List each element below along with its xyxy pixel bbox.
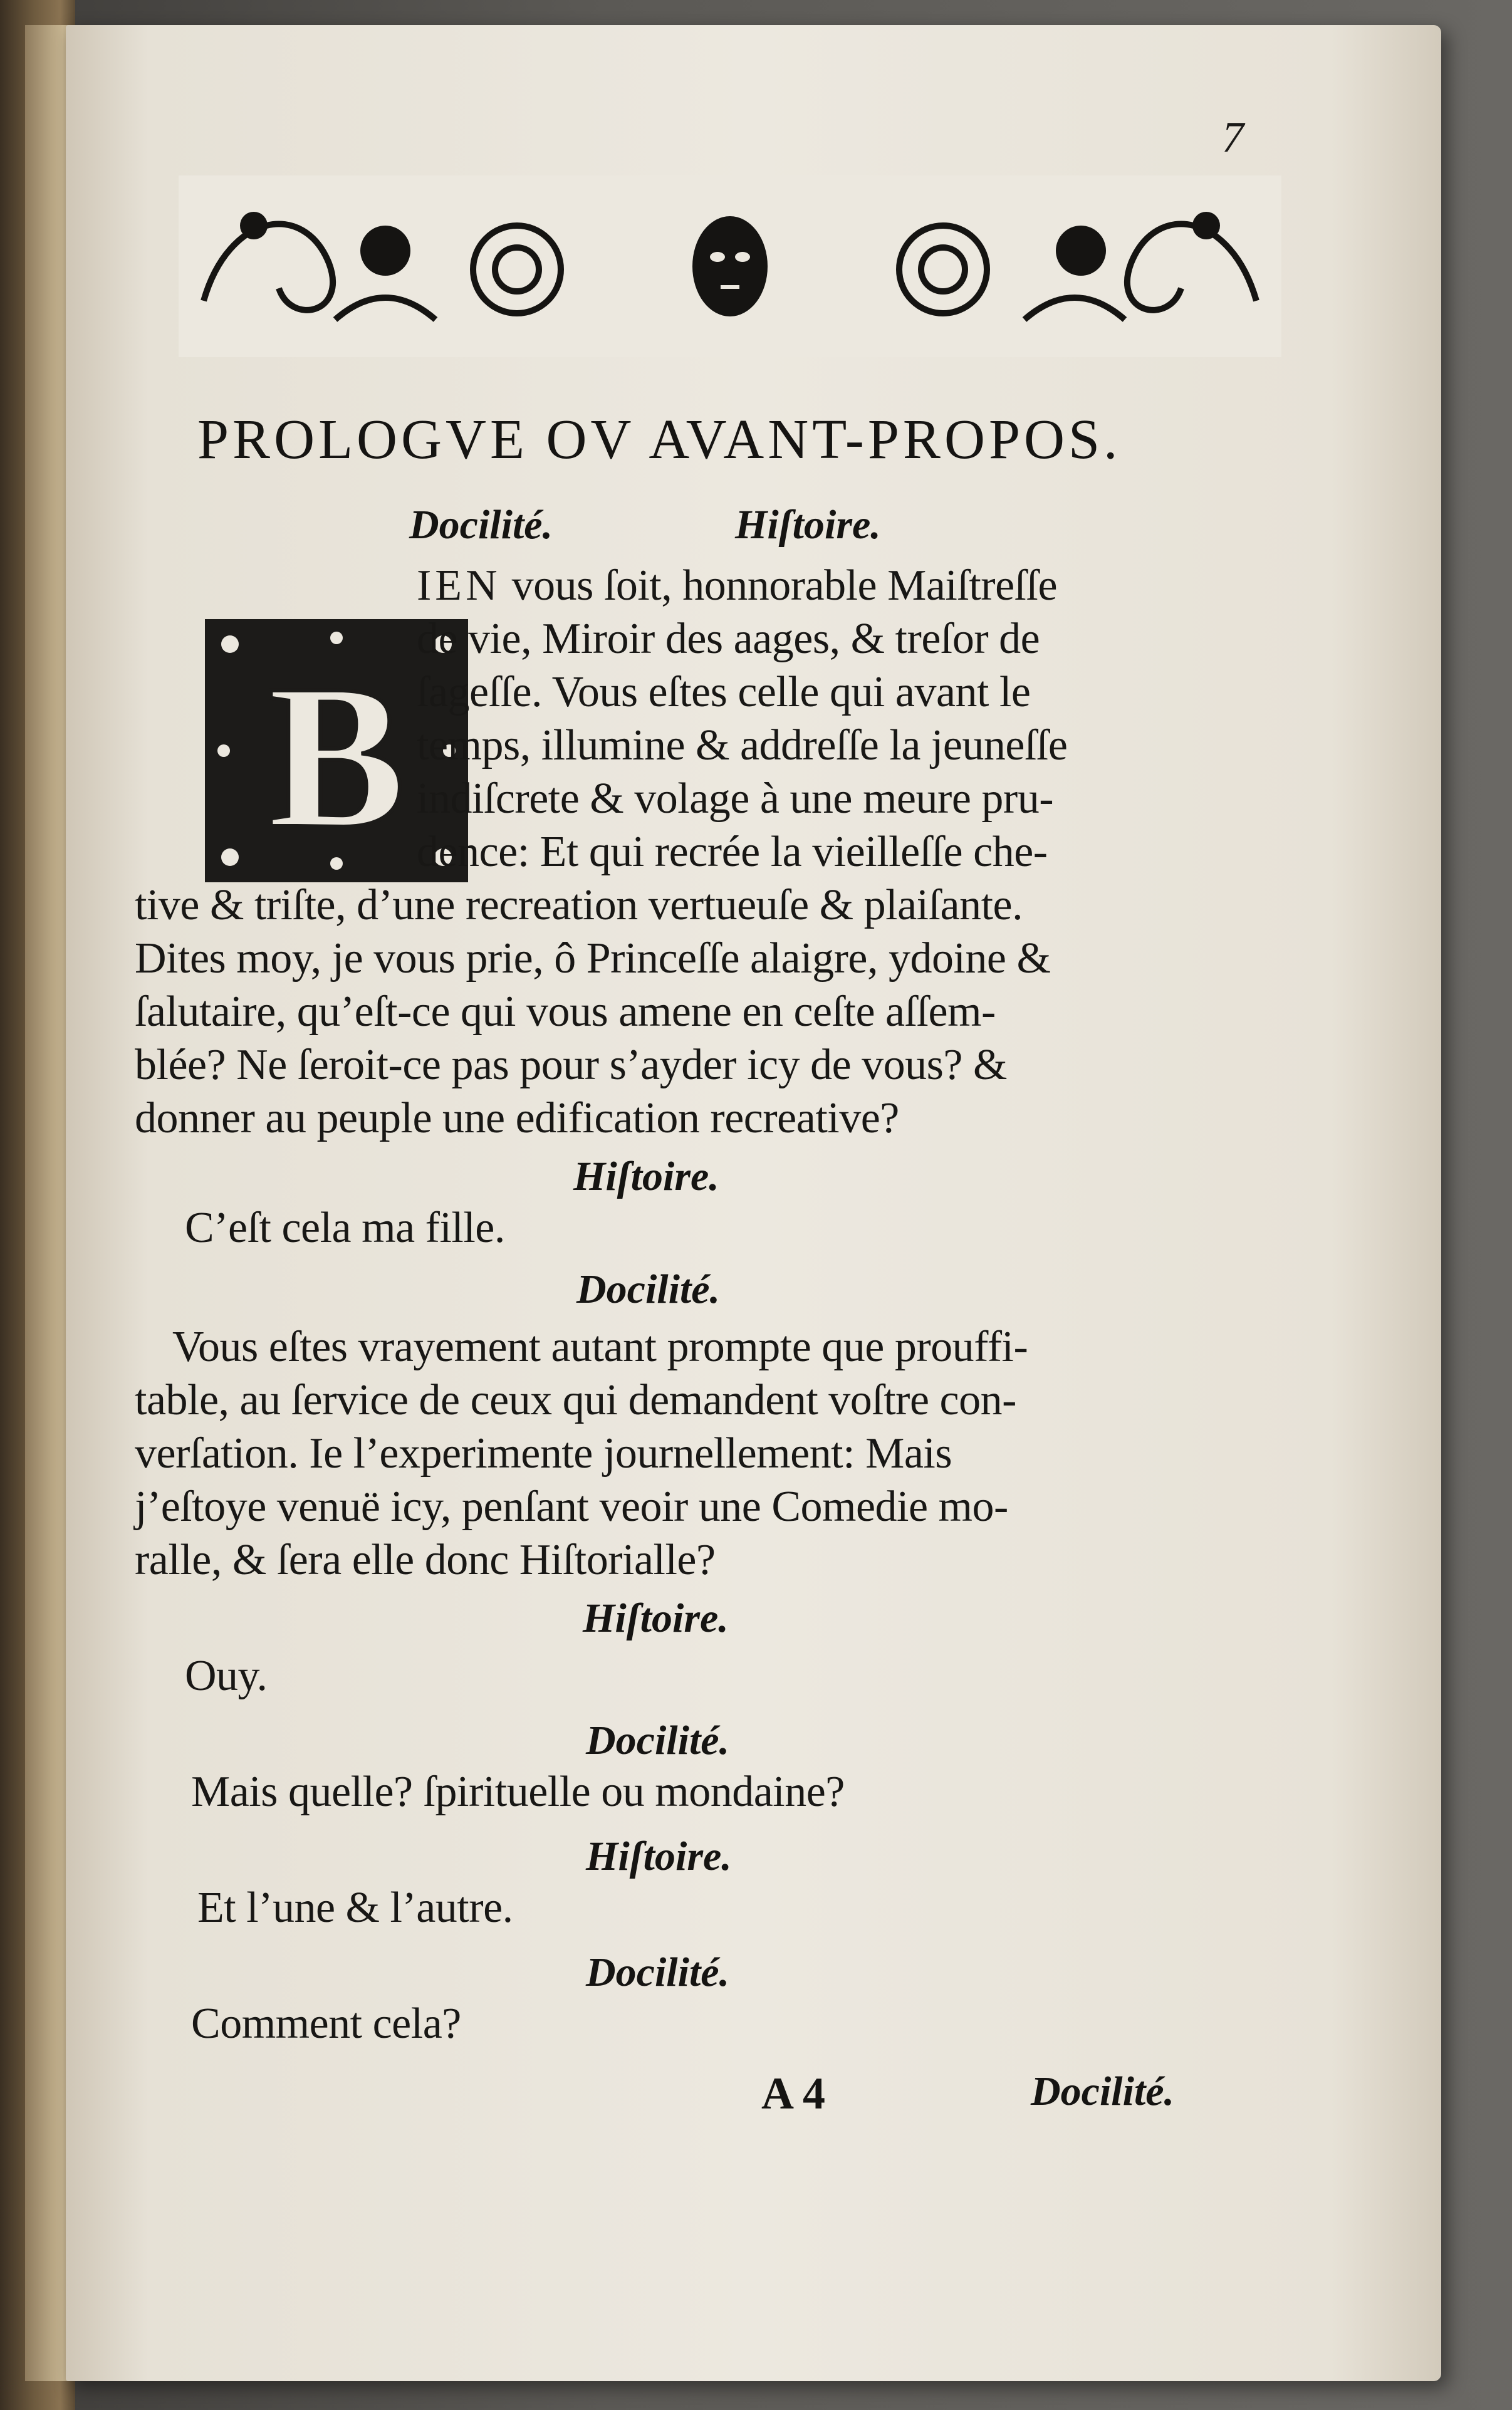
dialogue-line: Comment cela? [191,2000,461,2048]
header-speaker-histoire: Hiſtoire. [735,502,881,548]
flower-left [360,226,410,276]
dialogue-line: Et l’une & l’autre. [197,1884,513,1932]
speaker-docilite: Docilité. [586,1718,730,1763]
dialogue-line: ralle, & ſera elle donc Hiſtorialle? [135,1536,716,1584]
dialogue-line: j’eſtoye venuë icy, penſant veoir une Comedie mo- [135,1483,1008,1531]
dialogue-line: Ouy. [185,1652,268,1700]
book-page [66,25,1441,2381]
catchword: Docilité. [1031,2068,1175,2114]
ornamental-headpiece [179,175,1281,357]
dialogue-line: Vous eſtes vrayement autant prompte que prouffi- [172,1323,1028,1371]
speaker-docilite: Docilité. [586,1949,730,1995]
page-number: 7 [1222,113,1244,162]
opening-line-2: ſageſſe. Vous eſtes celle qui avant le [417,668,1031,716]
speaker-histoire: Hiſtoire. [573,1154,719,1199]
speaker-histoire: Hiſtoire. [583,1595,729,1641]
signature-mark: A 4 [761,2068,826,2119]
dialogue-line: table, au ſervice de ceux qui demandent voſtre con- [135,1376,1016,1424]
opening-line-10: donner au peuple une edification recreative? [135,1094,899,1142]
speaker-histoire: Hiſtoire. [586,1834,732,1879]
dialogue-line: verſation. Ie l’experimente journellement: Mais [135,1429,952,1478]
opening-line-5: dence: Et qui recrée la vieilleſſe che- [417,828,1048,876]
opening-line-4: indiſcrete & volage à une meure pru- [417,775,1054,823]
speaker-docilite: Docilité. [576,1266,721,1312]
opening-smallcaps: IEN [417,561,501,610]
svg-text:B: B [267,642,406,871]
opening-line-0: IEN vous ſoit, honnorable Maiſtreſſe [417,561,1058,610]
opening-line-7: Dites moy, je vous prie, ô Princeſſe alaigre, ydoine & [135,934,1051,983]
dialogue-line: C’eſt cela ma fille. [185,1204,505,1252]
flower-right [1056,226,1106,276]
chapter-title: PROLOGVE OV AVANT-PROPOS. [197,409,1122,471]
opening-line-8: ſalutaire, qu’eſt-ce qui vous amene en ceſte aſſem- [135,988,996,1036]
opening-line-1: de vie, Miroir des aages, & treſor de [417,615,1040,663]
opening-line-6: tive & triſte, d’une recreation vertueuſe & plaiſante. [135,881,1023,929]
dialogue-line: Mais quelle? ſpirituelle ou mondaine? [191,1768,845,1816]
mask-face [692,216,768,316]
header-speaker-docilite: Docilité. [409,502,553,548]
opening-line-9: blée? Ne ſeroit-ce pas pour s’ayder icy de vous? & [135,1041,1007,1089]
opening-line-3: temps, illumine & addreſſe la jeuneſſe [417,721,1068,769]
